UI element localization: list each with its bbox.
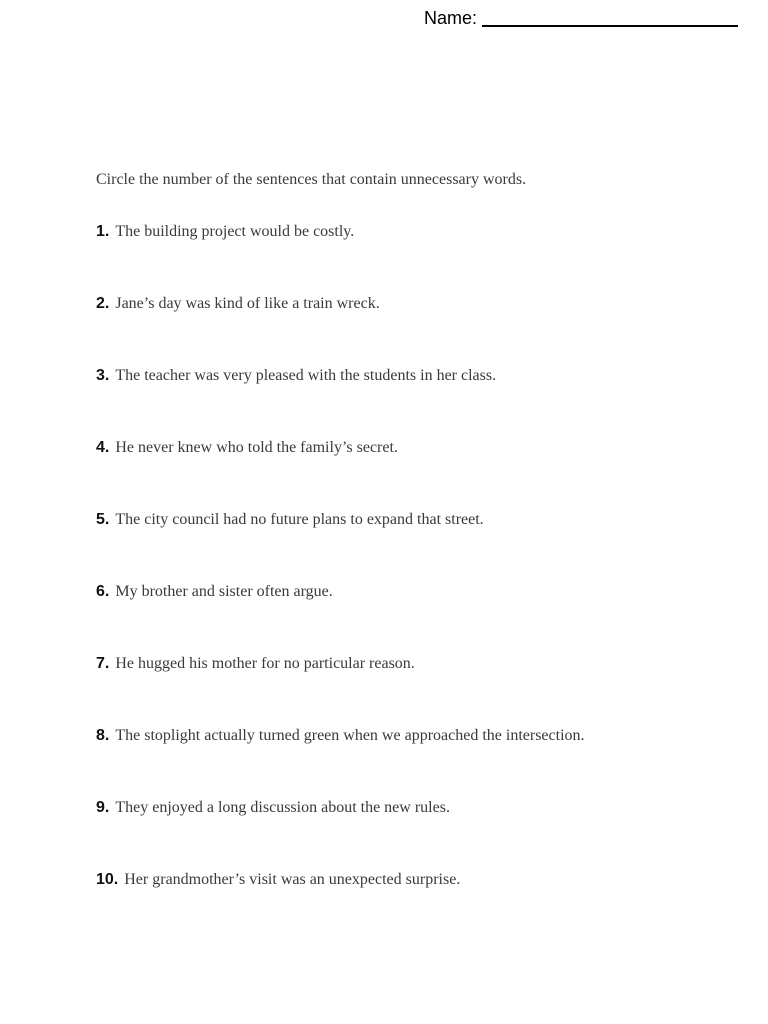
name-blank-line[interactable] xyxy=(482,24,738,27)
question-item xyxy=(96,438,736,458)
question-item xyxy=(96,510,736,530)
question-number[interactable]: 2. xyxy=(96,295,110,312)
question-number[interactable]: 8. xyxy=(96,727,110,744)
question-text: They enjoyed a long discussion about the new rules. xyxy=(115,799,450,816)
question-number[interactable]: 7. xyxy=(96,655,110,672)
question-item xyxy=(96,294,736,314)
question-number[interactable]: 5. xyxy=(96,511,110,528)
question-item xyxy=(96,366,736,386)
question-number[interactable]: 3. xyxy=(96,367,110,384)
question-text: He hugged his mother for no particular reason. xyxy=(115,655,415,672)
question-text: The building project would be costly. xyxy=(115,223,355,240)
question-item xyxy=(96,654,736,674)
question-number[interactable]: 10. xyxy=(96,871,119,888)
question-text: Jane’s day was kind of like a train wreck. xyxy=(115,295,380,312)
question-text: The stoplight actually turned green when we approached the intersection. xyxy=(115,727,585,744)
question-number[interactable]: 1. xyxy=(96,223,110,240)
question-item xyxy=(96,870,736,890)
question-item xyxy=(96,582,736,602)
question-number[interactable]: 6. xyxy=(96,583,110,600)
question-item xyxy=(96,222,736,242)
name-field-row xyxy=(424,3,744,29)
name-label: Name: xyxy=(424,8,478,28)
question-text: He never knew who told the family’s secret. xyxy=(115,439,398,456)
instructions-text: Circle the number of the sentences that contain unnecessary words. xyxy=(96,171,527,188)
question-text: The city council had no future plans to expand that street. xyxy=(115,511,484,528)
question-text: The teacher was very pleased with the students in her class. xyxy=(115,367,497,384)
question-text: Her grandmother’s visit was an unexpected surprise. xyxy=(124,871,461,888)
question-text: My brother and sister often argue. xyxy=(115,583,333,600)
question-item xyxy=(96,726,736,746)
question-number[interactable]: 9. xyxy=(96,799,110,816)
question-item xyxy=(96,798,736,818)
question-number[interactable]: 4. xyxy=(96,439,110,456)
